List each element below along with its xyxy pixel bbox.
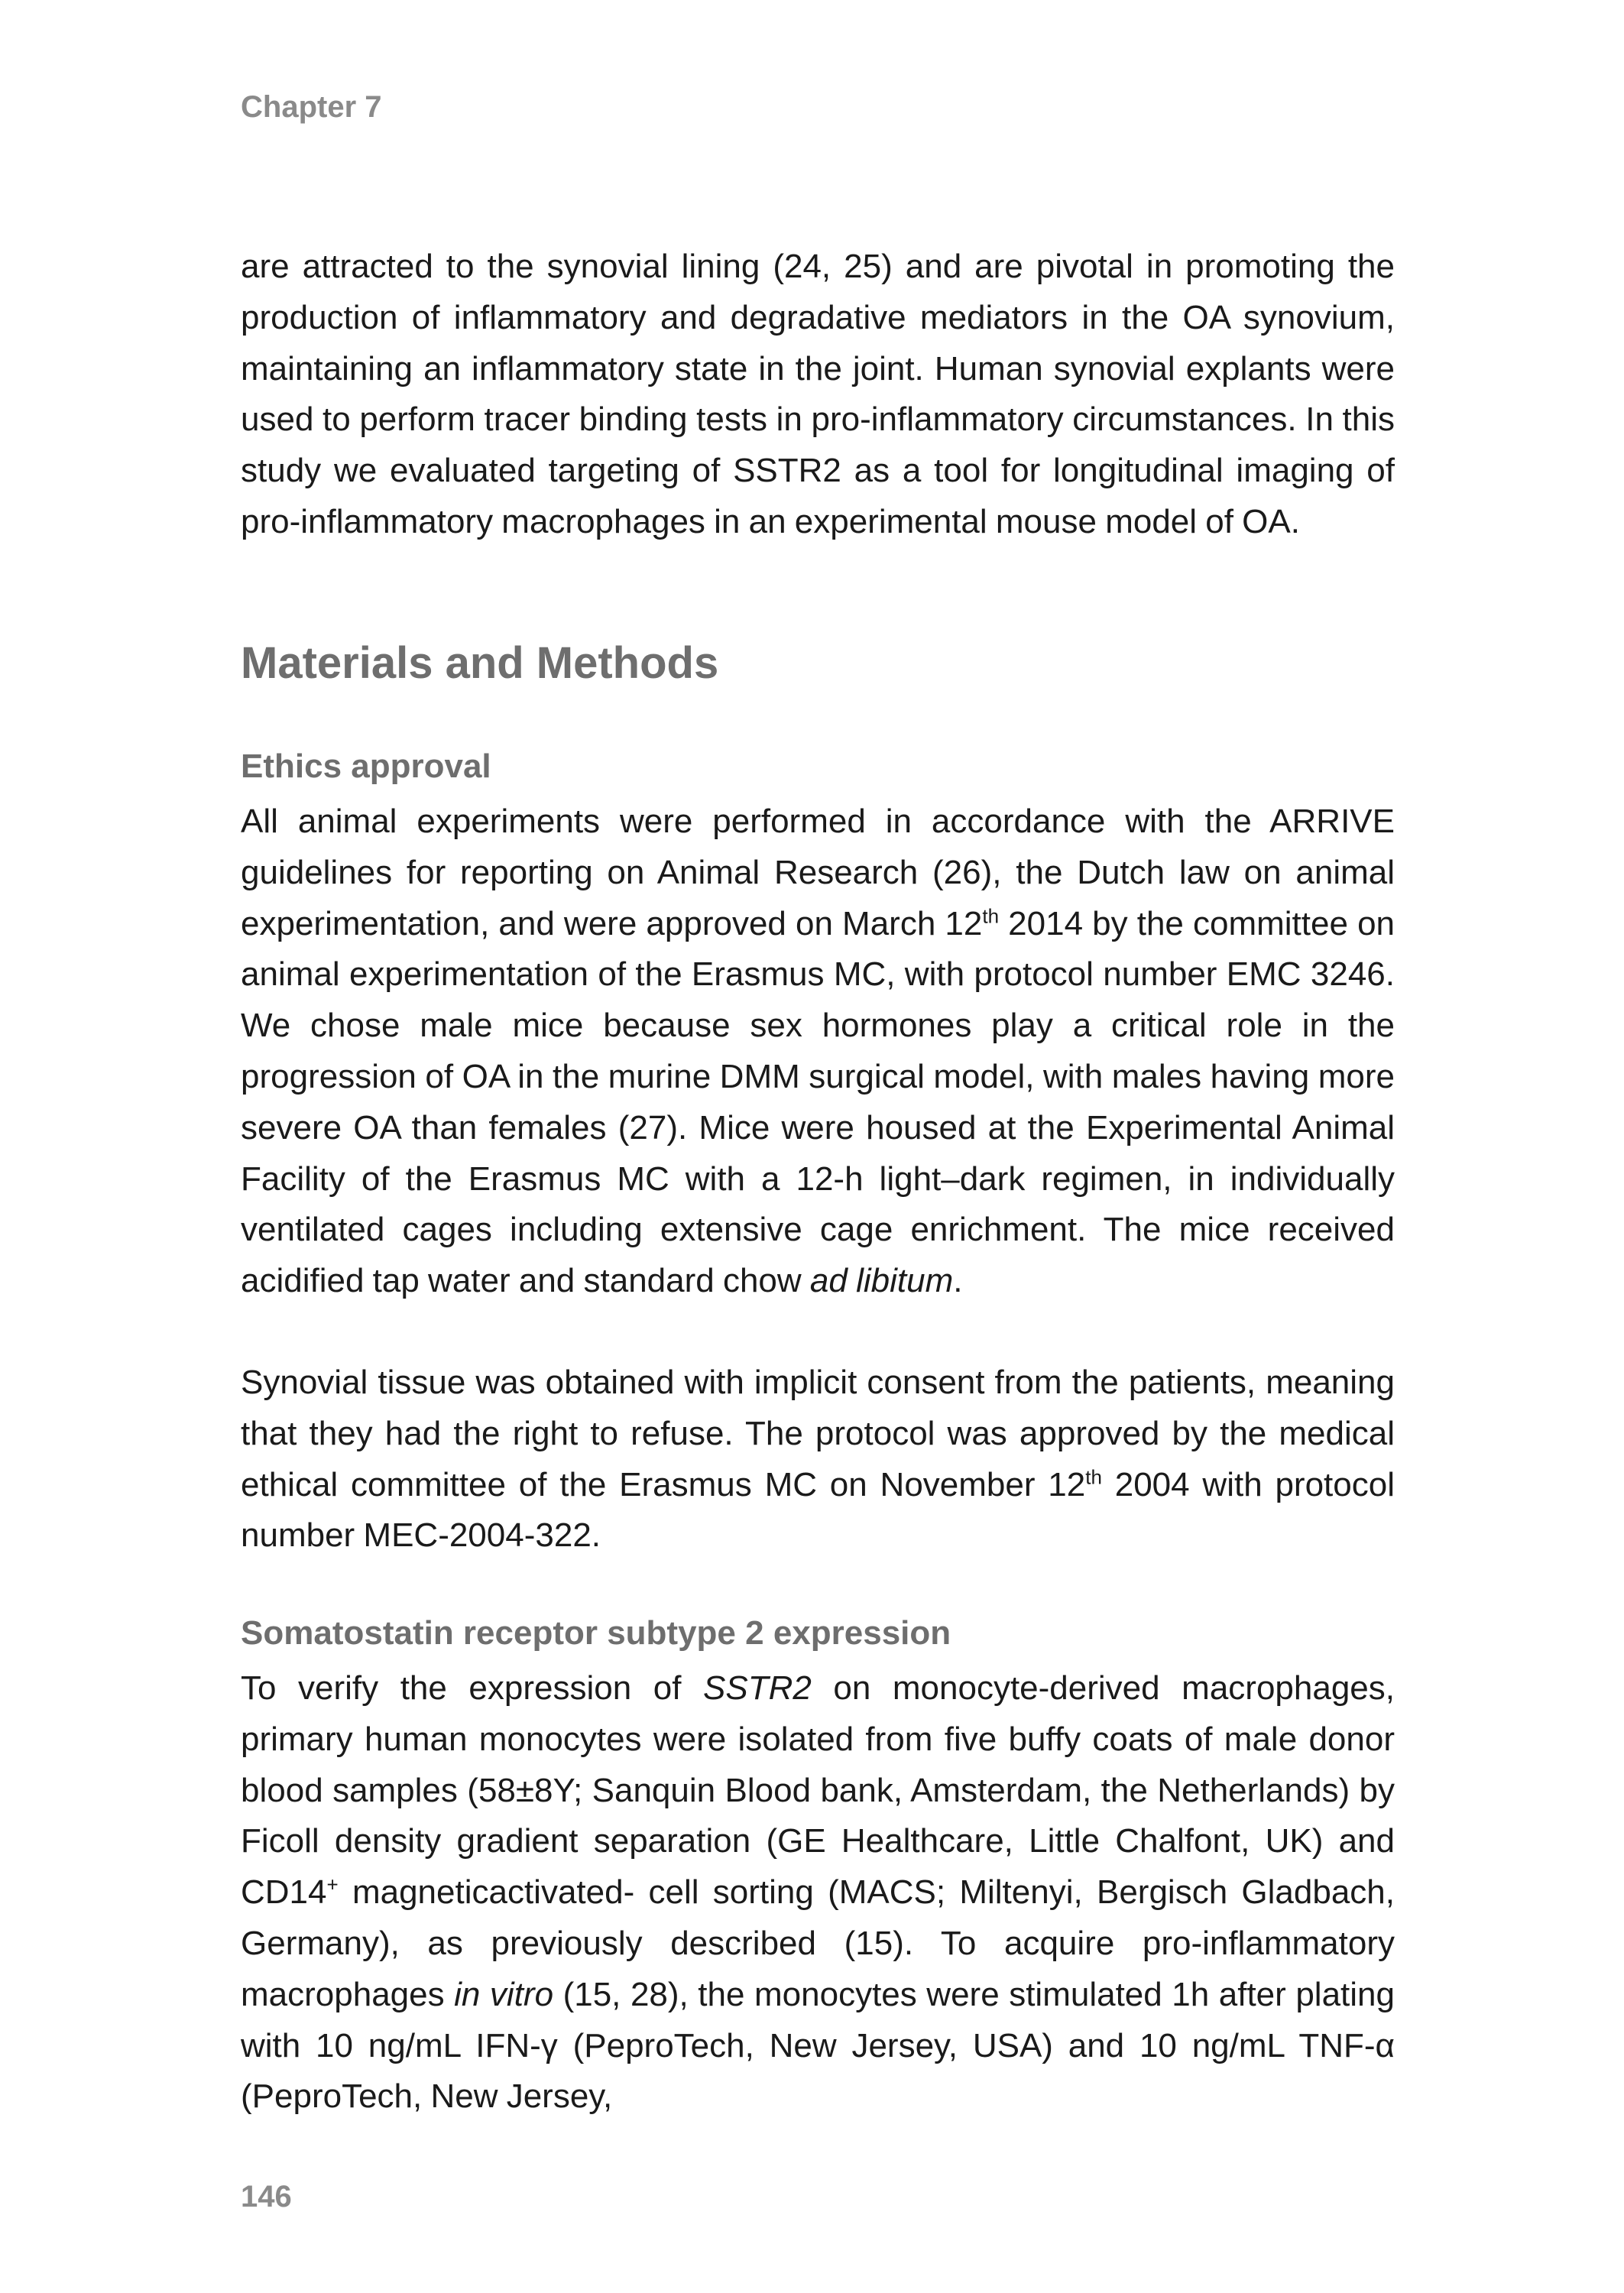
ethics-p1-text-a: All animal experiments were performed in accordance with the ARRIVE guidelines for reporting on Animal Research (26), the Dutch law on animal experimentation, and were approved on March 12: [241, 803, 1395, 942]
ethics-p1-text-b: 2014 by the committee on animal experimentation of the Erasmus MC, with protocol number EMC 3246. We chose male mice because sex hormones play a critical role in the progression of OA in the murine DMM surgical model, with males having more severe OA than females (27). Mice were housed at the Experimental Animal Facility of the Erasmus MC with a 12-h light–dark regimen, in individually ventilated cages including extensive cage enrichment. The mice received acidified tap water and standard chow: [241, 904, 1395, 1300]
section-heading-materials-methods: Materials and Methods: [241, 638, 719, 688]
sstr2-italic-gene: SSTR2: [703, 1669, 812, 1707]
intro-paragraph: [241, 242, 1395, 548]
ethics-paragraph-2: [241, 1357, 1395, 1562]
ethics-p2-text-b: 2004 with protocol number MEC-2004-322.: [241, 1465, 1395, 1555]
sstr2-text-d: (15, 28), the monocytes were stimulated 1h after plating with 10 ng/mL IFN-γ (PeproTech, New Jersey, USA) and 10 ng/mL TNF-α (PeproTech, New Jersey,: [241, 1975, 1395, 2116]
sstr2-text-a: To verify the expression of: [241, 1669, 704, 1707]
ethics-p2-superscript: th: [1085, 1464, 1102, 1488]
ethics-p2-text-a: Synovial tissue was obtained with implicit consent from the patients, meaning that they had the right to refuse. The protocol was approved by the medical ethical committee of the Erasmus MC on November 12: [241, 1364, 1395, 1503]
sstr2-paragraph: [241, 1663, 1395, 2123]
sstr2-text-c: magneticactivated- cell sorting (MACS; Miltenyi, Bergisch Gladbach, Germany), as previously described (15). To acquire pro-inflammatory macrophages: [241, 1873, 1395, 2013]
ethics-p1-italic: ad libitum: [809, 1262, 954, 1300]
sstr2-superscript: +: [326, 1873, 339, 1896]
ethics-p1-superscript: th: [982, 903, 1000, 927]
ethics-paragraph-1: [241, 796, 1395, 1307]
sstr2-italic-in-vitro: in vitro: [454, 1975, 554, 2013]
running-head: Chapter 7: [241, 90, 382, 124]
subheading-ethics-approval: Ethics approval: [241, 748, 491, 785]
page-number: 146: [241, 2180, 292, 2214]
subheading-sstr2-expression: Somatostatin receptor subtype 2 expression: [241, 1614, 951, 1652]
intro-text: are attracted to the synovial lining (24, 25) and are pivotal in promoting the production of inflammatory and degradative mediators in the OA synovium, maintaining an inflammatory state in the joint. Human synovial explants were used to perform tracer binding tests in pro-inflammatory circumstances. In this study we evaluated targeting of SSTR2 as a tool for longitudinal imaging of pro-inflammatory macrophages in an experimental mouse model of OA.: [241, 248, 1395, 540]
sstr2-text-b: on monocyte-derived macrophages, primary human monocytes were isolated from five buffy coats of male donor blood samples (58±8Y; Sanquin Blood bank, Amsterdam, the Netherlands) by Ficoll density gradient separation (GE Healthcare, Little Chalfont, UK) and CD14: [241, 1669, 1395, 1912]
ethics-p1-text-c: .: [953, 1262, 963, 1300]
